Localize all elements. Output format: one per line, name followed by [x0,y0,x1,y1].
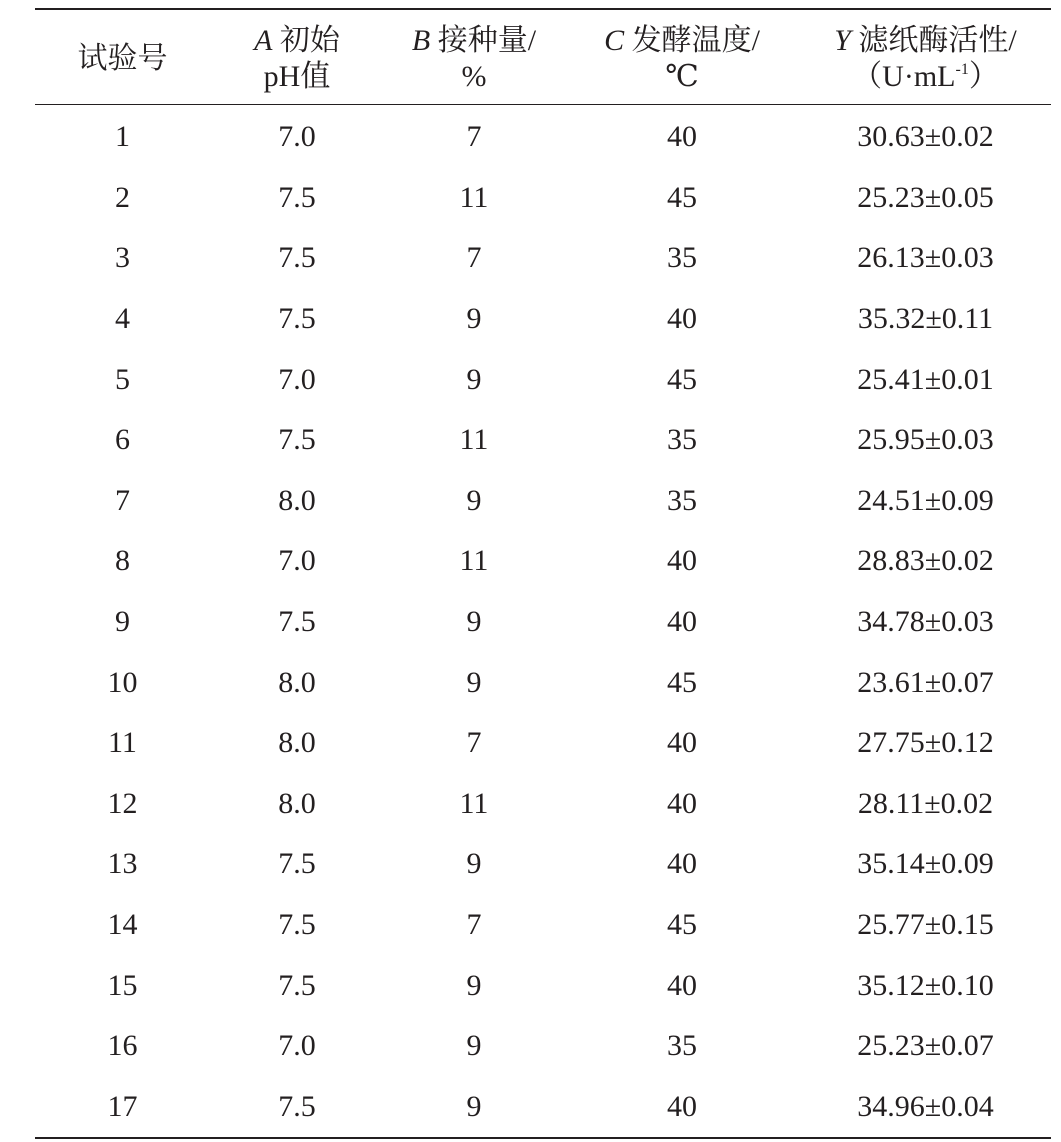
cell-inoculum: 9 [466,1029,482,1063]
header-fermentation-temp-title [564,23,800,59]
cell-filter-paper-activity: 28.11±0.02 [857,786,994,820]
table-row [35,652,1051,713]
cell-filter-paper-activity: 25.95±0.03 [857,423,994,457]
header-filter-paper-activity-name: 滤纸酶活性/ [858,24,1017,57]
table-row [35,289,1051,350]
header-filter-paper-activity [800,10,1051,105]
cell-inoculum: 9 [466,847,482,881]
header-var-c: C [604,24,625,57]
cell-trial-number: 9 [115,605,130,639]
cell-filter-paper-activity: 27.75±0.12 [857,726,994,760]
cell-inoculum: 11 [459,786,489,820]
cell-initial-ph: 7.5 [278,968,316,1002]
cell-filter-paper-activity: 35.32±0.11 [857,302,994,336]
cell-inoculum: 9 [466,665,482,699]
header-filter-paper-activity-title [800,23,1051,59]
cell-filter-paper-activity: 34.78±0.03 [857,605,994,639]
table-row [35,774,1051,835]
cell-inoculum: 7 [466,908,482,942]
header-filter-paper-activity-unit [800,59,1051,95]
header-inoculum [384,10,564,105]
cell-trial-number: 5 [115,362,130,396]
cell-inoculum: 9 [466,605,482,639]
cell-initial-ph: 8.0 [278,726,316,760]
header-initial-ph-name: 初始 [279,24,340,57]
cell-fermentation-temp: 40 [667,726,697,760]
cell-inoculum: 9 [466,302,482,336]
cell-fermentation-temp: 40 [667,302,697,336]
cell-filter-paper-activity: 26.13±0.03 [857,241,994,275]
cell-trial-number: 2 [115,180,130,214]
header-fermentation-temp [564,10,800,105]
cell-fermentation-temp: 40 [667,544,697,578]
cell-initial-ph: 7.0 [278,1029,316,1063]
cell-inoculum: 11 [459,423,489,457]
cell-initial-ph: 7.5 [278,423,316,457]
cell-filter-paper-activity: 25.41±0.01 [857,362,994,396]
header-fermentation-temp-unit: ℃ [665,60,699,93]
cell-inoculum: 9 [466,968,482,1002]
cell-inoculum: 11 [459,544,489,578]
cell-initial-ph: 7.5 [278,1089,316,1123]
table-row [35,713,1051,774]
cell-filter-paper-activity: 25.77±0.15 [857,908,994,942]
cell-fermentation-temp: 40 [667,120,697,154]
cell-fermentation-temp: 35 [667,483,697,517]
header-initial-ph [210,10,384,105]
cell-trial-number: 4 [115,302,130,336]
cell-filter-paper-activity: 30.63±0.02 [857,120,994,154]
cell-fermentation-temp: 40 [667,1089,697,1123]
experiment-results-table [35,10,1051,1137]
cell-initial-ph: 7.0 [278,362,316,396]
header-inoculum-title [384,23,564,59]
cell-inoculum: 9 [466,483,482,517]
cell-trial-number: 6 [115,423,130,457]
cell-fermentation-temp: 35 [667,241,697,275]
cell-trial-number: 3 [115,241,130,275]
table-row [35,471,1051,532]
cell-trial-number: 16 [107,1029,138,1063]
table-row [35,349,1051,410]
table-row [35,105,1051,168]
cell-initial-ph: 7.5 [278,908,316,942]
table-body [35,105,1051,1138]
cell-trial-number: 12 [107,786,138,820]
header-row [35,10,1051,105]
cell-inoculum: 7 [466,120,482,154]
cell-initial-ph: 7.5 [278,847,316,881]
cell-initial-ph: 7.5 [278,605,316,639]
header-unit-superscript: -1 [955,61,969,78]
data-table-container [35,8,1051,1139]
header-initial-ph-title [210,23,384,59]
table-row [35,228,1051,289]
table-row [35,955,1051,1016]
cell-fermentation-temp: 40 [667,968,697,1002]
cell-fermentation-temp: 35 [667,423,697,457]
cell-fermentation-temp: 45 [667,180,697,214]
cell-initial-ph: 7.5 [278,302,316,336]
header-var-b: B [411,24,431,57]
cell-filter-paper-activity: 25.23±0.07 [857,1029,994,1063]
cell-initial-ph: 7.0 [278,544,316,578]
cell-filter-paper-activity: 24.51±0.09 [857,483,994,517]
cell-trial-number: 15 [107,968,138,1002]
cell-trial-number: 13 [107,847,138,881]
cell-fermentation-temp: 40 [667,847,697,881]
cell-fermentation-temp: 45 [667,908,697,942]
cell-trial-number: 7 [115,483,130,517]
header-unit-close: ） [968,60,999,93]
cell-trial-number: 10 [107,665,138,699]
table-row [35,531,1051,592]
header-trial-number-label: 试验号 [77,42,168,75]
cell-inoculum: 7 [466,241,482,275]
cell-trial-number: 14 [107,908,138,942]
table-row [35,410,1051,471]
cell-fermentation-temp: 40 [667,786,697,820]
cell-filter-paper-activity: 35.14±0.09 [857,847,994,881]
header-var-y: Y [834,24,851,57]
cell-initial-ph: 7.0 [278,120,316,154]
cell-initial-ph: 8.0 [278,665,316,699]
header-inoculum-unit: % [461,60,487,93]
cell-fermentation-temp: 45 [667,665,697,699]
table-row [35,168,1051,229]
table-row [35,592,1051,653]
cell-inoculum: 9 [466,1089,482,1123]
cell-inoculum: 11 [459,180,489,214]
cell-filter-paper-activity: 28.83±0.02 [857,544,994,578]
cell-fermentation-temp: 45 [667,362,697,396]
cell-initial-ph: 7.5 [278,180,316,214]
header-inoculum-name: 接种量/ [437,24,537,57]
cell-filter-paper-activity: 23.61±0.07 [857,665,994,699]
cell-trial-number: 17 [107,1089,138,1123]
cell-filter-paper-activity: 35.12±0.10 [857,968,994,1002]
table-row [35,834,1051,895]
cell-inoculum: 9 [466,362,482,396]
table-row [35,1016,1051,1077]
cell-initial-ph: 8.0 [278,786,316,820]
cell-trial-number: 8 [115,544,130,578]
cell-inoculum: 7 [466,726,482,760]
header-initial-ph-unit: pH值 [263,60,331,93]
table-row [35,895,1051,956]
header-var-a: A [254,24,273,57]
cell-initial-ph: 7.5 [278,241,316,275]
cell-trial-number: 11 [108,726,137,760]
cell-fermentation-temp: 40 [667,605,697,639]
header-fermentation-temp-name: 发酵温度/ [631,24,760,57]
cell-filter-paper-activity: 34.96±0.04 [857,1089,994,1123]
cell-initial-ph: 8.0 [278,483,316,517]
table-header [35,10,1051,105]
cell-filter-paper-activity: 25.23±0.05 [857,180,994,214]
cell-trial-number: 1 [115,120,130,154]
table-row [35,1077,1051,1138]
header-unit-text: （U·mL [852,60,956,93]
cell-fermentation-temp: 35 [667,1029,697,1063]
header-trial-number [35,10,210,105]
